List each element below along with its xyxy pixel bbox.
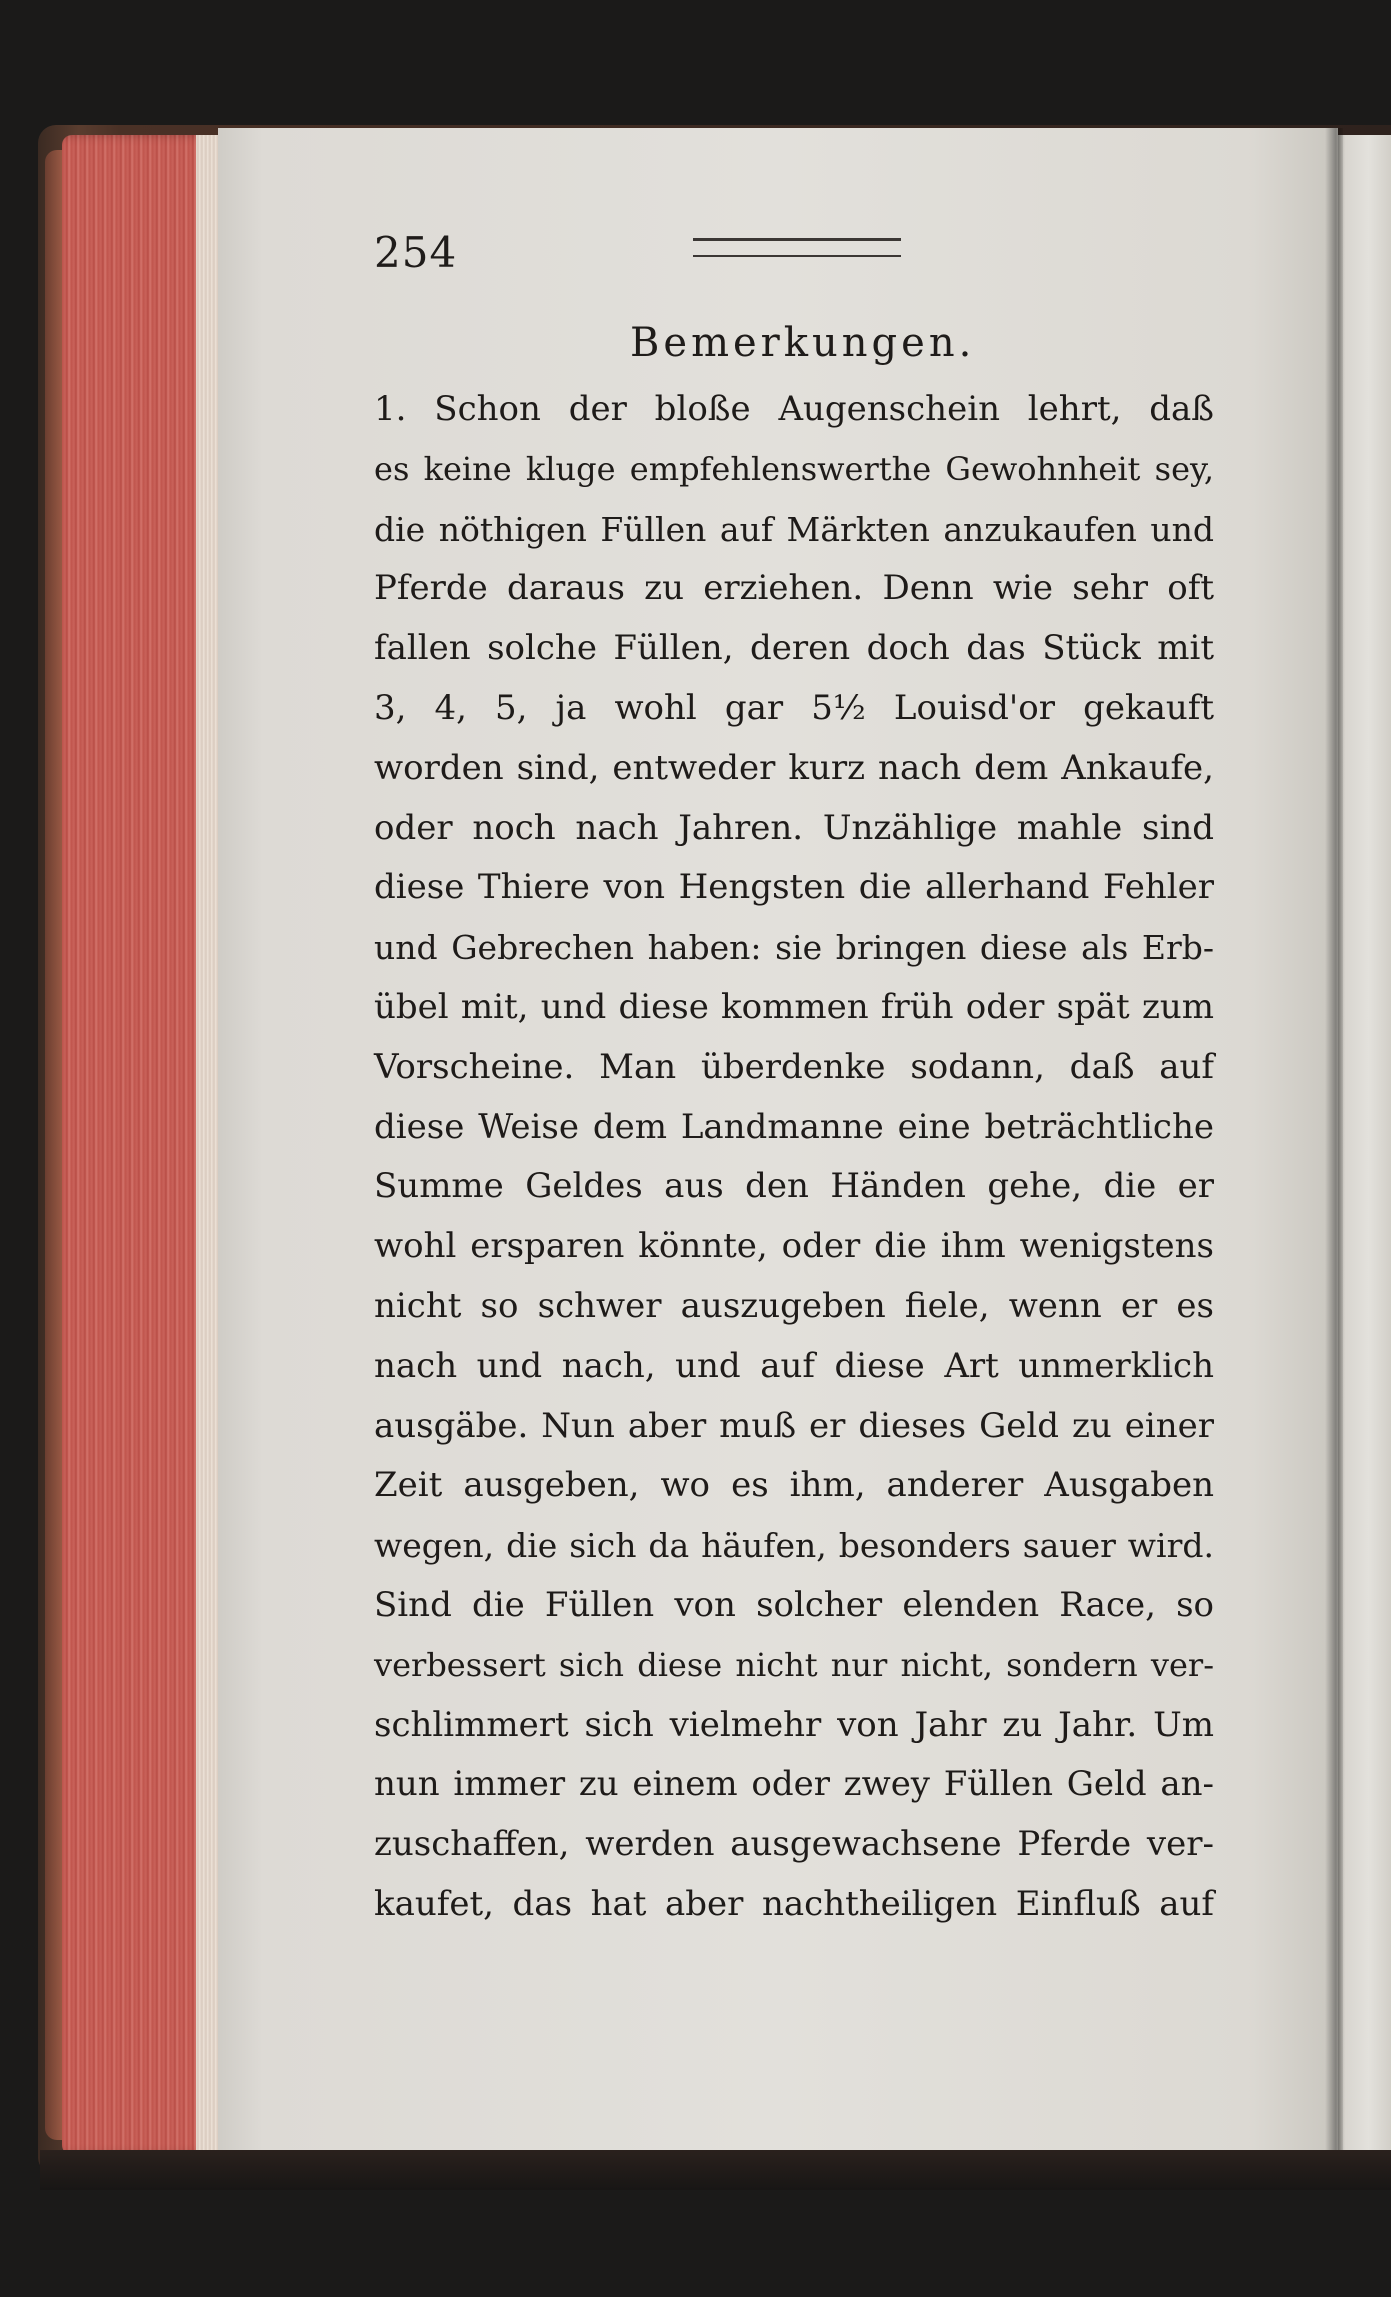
text-line: 1. Schon der bloße Augenschein lehrt, daß — [374, 389, 1214, 429]
text-line: kaufet, das hat aber nachtheiligen Einfluß auf — [374, 1883, 1214, 1924]
text-line: Summe Geldes aus den Händen gehe, die er — [374, 1166, 1214, 1207]
text-line: 3, 4, 5, ja wohl gar 5½ Louisd'or gekauft — [374, 687, 1214, 728]
text-line: diese Weise dem Landmanne eine beträchtliche — [374, 1106, 1214, 1147]
text-line: oder noch nach Jahren. Unzählige mahle sind — [374, 807, 1214, 848]
page-number: 254 — [374, 228, 458, 277]
text-line: Pferde daraus zu erziehen. Denn wie sehr oft — [374, 568, 1214, 609]
text-line: und Gebrechen haben: sie bringen diese als Erb- — [374, 928, 1214, 968]
text-line: verbessert sich diese nicht nur nicht, sondern ver- — [374, 1645, 1214, 1684]
text-line: übel mit, und diese kommen früh oder spät zum — [374, 986, 1214, 1027]
section-heading: Bemerkungen. — [630, 320, 976, 366]
bottom-shadow — [40, 2150, 1391, 2190]
text-line: die nöthigen Füllen auf Märkten anzukaufen und — [374, 509, 1214, 549]
facing-page — [1335, 135, 1391, 2160]
text-line: ausgäbe. Nun aber muß er dieses Geld zu einer — [374, 1405, 1214, 1446]
text-line: Sind die Füllen von solcher elenden Race, so — [374, 1584, 1214, 1625]
text-line: fallen solche Füllen, deren doch das Stück mit — [374, 628, 1214, 669]
text-line: Vorscheine. Man überdenke sodann, daß auf — [374, 1046, 1214, 1087]
text-line: wegen, die sich da häufen, besonders sauer wird. — [374, 1526, 1214, 1566]
text-line: worden sind, entweder kurz nach dem Ankaufe, — [374, 747, 1214, 788]
page-edges — [62, 135, 222, 2155]
header-rule — [693, 238, 901, 257]
text-line: wohl ersparen könnte, oder die ihm wenigstens — [374, 1226, 1214, 1267]
text-line: Zeit ausgeben, wo es ihm, anderer Ausgaben — [374, 1465, 1214, 1506]
text-line: es keine kluge empfehlenswerthe Gewohnheit sey, — [374, 449, 1214, 488]
text-line: nun immer zu einem oder zwey Füllen Geld an- — [374, 1764, 1214, 1805]
body-text — [374, 380, 1214, 1935]
page-gutter-shadow — [1325, 128, 1343, 2158]
text-line: diese Thiere von Hengsten die allerhand Fehler — [374, 867, 1214, 908]
text-line: nach und nach, und auf diese Art unmerklich — [374, 1345, 1214, 1386]
text-line: zuschaffen, werden ausgewachsene Pferde ver- — [374, 1824, 1214, 1865]
text-line: schlimmert sich vielmehr von Jahr zu Jahr. Um — [374, 1704, 1214, 1745]
text-line: nicht so schwer auszugeben fiele, wenn er es — [374, 1285, 1214, 1326]
